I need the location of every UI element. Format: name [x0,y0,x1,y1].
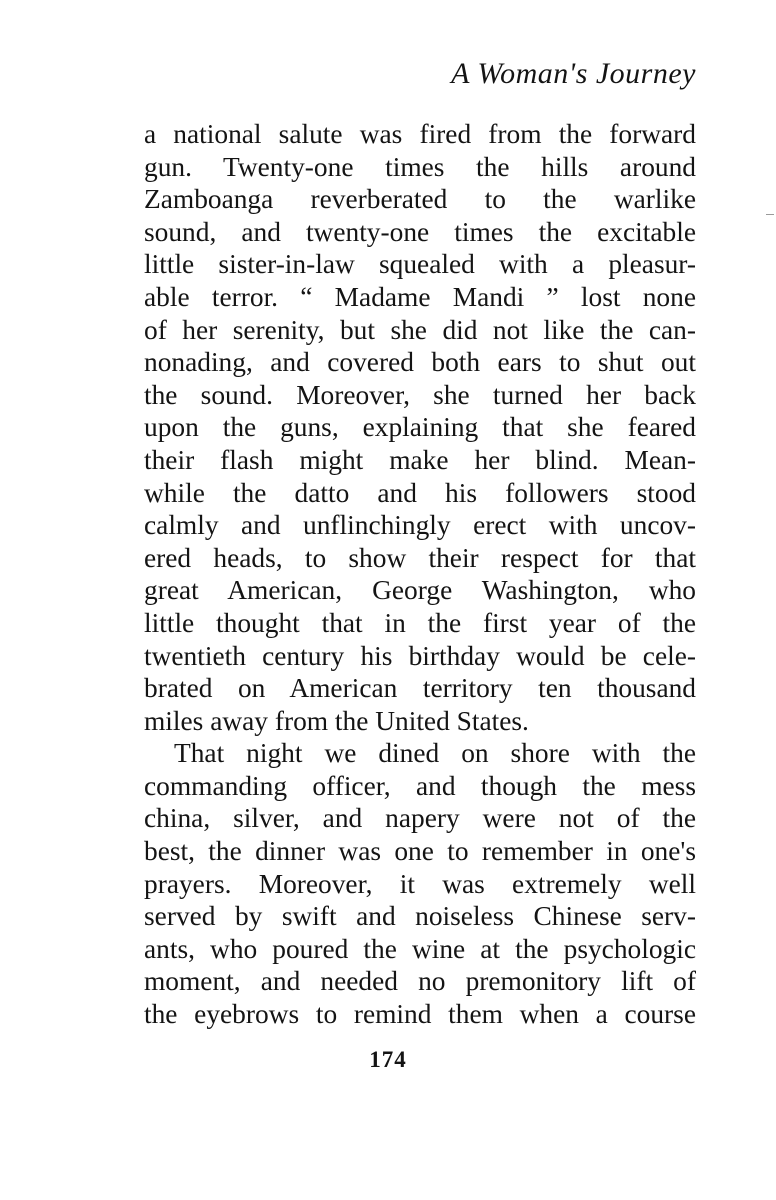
text-line: ants, who poured the wine at the psychologic [144,933,696,964]
paragraph-1 [144,118,696,737]
text-line: calmly and unflinchingly erect with uncov- [144,510,696,541]
text-line: a national salute was fired from the forward [144,119,696,149]
text-line: little thought that in the first year of the [144,607,696,638]
text-line: That night we dined on shore with the [174,738,696,769]
text-line: great American, George Washington, who [144,575,696,606]
body-text [144,118,696,1031]
text-line: nonading, and covered both ears to shut out [144,347,696,378]
text-line: sound, and twenty-one times the excitable [144,216,696,247]
text-line: gun. Twenty-one times the hills around [144,151,696,182]
text-line: Zamboanga reverberated to the warlike [144,184,696,215]
page-number: 174 [369,1047,407,1072]
text-line: of her serenity, but she did not like the can- [144,314,696,345]
text-line: moment, and needed no premonitory lift of [144,966,696,997]
text-line: china, silver, and napery were not of the [144,803,696,834]
text-line: upon the guns, explaining that she feared [144,412,696,443]
paragraph-2 [144,737,696,1030]
text-line: the eyebrows to remind them when a course [144,999,696,1030]
text-line: miles away from the United States. [144,705,529,736]
text-line: their flash might make her blind. Mean- [144,444,696,475]
text-line: ered heads, to show their respect for that [144,542,696,573]
running-head: A Woman's Journey [451,57,696,90]
text-line: while the datto and his followers stood [144,477,696,508]
text-line: brated on American territory ten thousand [144,673,696,704]
margin-mark [766,214,774,215]
text-line: served by swift and noiseless Chinese serv- [144,901,696,932]
text-line: best, the dinner was one to remember in one's [144,836,696,867]
text-line: commanding officer, and though the mess [144,770,696,801]
text-line: able terror. “ Madame Mandi ” lost none [144,281,696,312]
text-line: twentieth century his birthday would be cele- [144,640,696,671]
text-line: the sound. Moreover, she turned her back [144,379,696,410]
text-line: prayers. Moreover, it was extremely well [144,868,696,899]
text-line: little sister-in-law squealed with a pleasur- [144,249,696,280]
